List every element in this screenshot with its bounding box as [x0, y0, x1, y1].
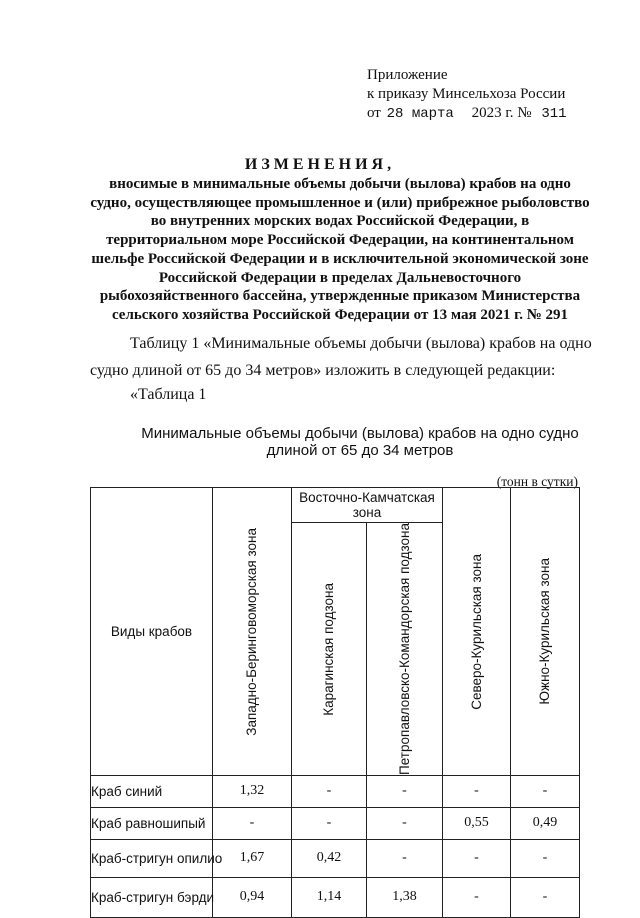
appendix-label: Приложение [367, 67, 448, 83]
units-label: (тонн в сутки) [496, 474, 578, 489]
quota-value: 1,14 [292, 877, 367, 917]
header-karaginsk-subzone [292, 523, 367, 776]
paragraph-line-1: Таблицу 1 «Минимальные объемы добычи (вылова) крабов на одно [130, 335, 592, 352]
quota-value: 0,49 [511, 807, 580, 839]
crab-kind-name: Краб равношипый [91, 807, 213, 839]
quota-value: - [511, 775, 580, 807]
order-reference: к приказу Минсельхоза России [367, 86, 566, 102]
table-row [91, 775, 580, 807]
quota-value: - [443, 839, 511, 877]
table-title-line-1: Минимальные объемы добычи (вылова) крабов на одно судно [141, 425, 579, 442]
quota-value: - [367, 807, 443, 839]
crab-quota-table [90, 487, 580, 918]
quota-value: - [292, 775, 367, 807]
order-date-line [367, 104, 567, 123]
document-heading: ИЗМЕНЕНИЯ, [244, 156, 396, 173]
quota-value: 0,94 [213, 877, 292, 917]
quota-value: - [292, 807, 367, 839]
from-label: от [367, 105, 381, 121]
quota-value: - [367, 775, 443, 807]
quota-value: 0,55 [443, 807, 511, 839]
header-west-bering-label: Западно-Беринговоморская зона [244, 527, 259, 736]
paragraph-line-2: судно длиной от 65 до 34 метров» изложить в следующей редакции: [90, 362, 556, 379]
header-east-kamchatka-zone: Восточно-Камчатская зона [292, 488, 443, 523]
order-year: 2023 г. № [471, 105, 532, 121]
table-row [91, 877, 580, 917]
quota-value: - [443, 877, 511, 917]
header-crab-kinds: Виды крабов [91, 488, 213, 776]
quota-value: 1,32 [213, 775, 292, 807]
table-row [91, 839, 580, 877]
quota-value: - [213, 807, 292, 839]
header-petropavlovsk-subzone [367, 523, 443, 776]
quota-value: 1,67 [213, 839, 292, 877]
header-petropavlovsk-label: Петропавловско-Командорская подзона [396, 523, 412, 775]
table-reference: «Таблица 1 [130, 386, 207, 403]
header-north-kuril-label: Северо-Курильская зона [468, 553, 484, 710]
quota-value: - [511, 839, 580, 877]
quota-value: 0,42 [292, 839, 367, 877]
table-title [120, 425, 600, 459]
document-title: вносимые в минимальные объемы добычи (вылова) крабов на одно судно, осуществляющее промышленное и (или) прибрежное рыболовство во внутренних морских водах Российской Федерации, в территориальном море Российской Федерации, на континентальном шельфе Российской Федерации и в исключительной экономической зоне Российской Федерации в пределах Дальневосточного рыбохозяйственного бассейна, утвержденные приказом Министерства сельского хозяйства Российской Федерации от 13 мая 2021 г. № 291 [90, 176, 590, 323]
header-north-kuril-zone [443, 488, 511, 776]
order-number: 311 [541, 106, 567, 122]
quota-value: - [443, 775, 511, 807]
quota-value: 1,38 [367, 877, 443, 917]
crab-kind-name: Краб-стригун опилио [91, 839, 213, 877]
header-south-kuril-label: Южно-Курильская зона [537, 558, 552, 705]
header-south-kuril-zone [511, 488, 580, 776]
table-row [91, 807, 580, 839]
crab-kind-name: Краб-стригун бэрди [91, 877, 213, 917]
table-title-line-2: длиной от 65 до 34 метров [266, 442, 454, 459]
quota-value: - [511, 877, 580, 917]
crab-kind-name: Краб синий [91, 775, 213, 807]
header-west-bering-zone [213, 488, 292, 776]
order-date: 28 марта [386, 106, 454, 122]
quota-value: - [367, 839, 443, 877]
header-karaginsk-label: Карагинская подзона [321, 582, 336, 716]
